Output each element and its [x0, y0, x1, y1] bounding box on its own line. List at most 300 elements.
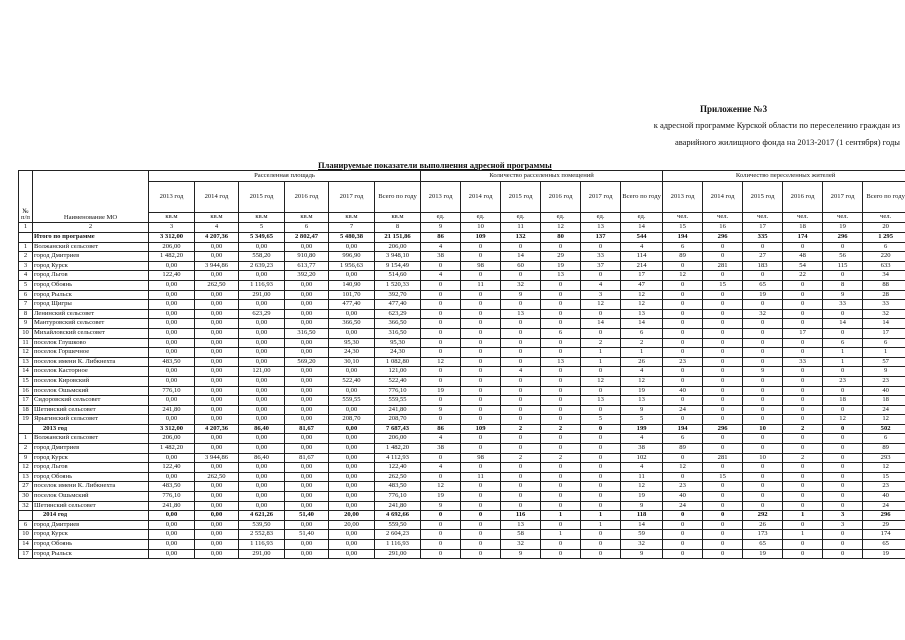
value-cell: 0 [541, 338, 581, 348]
municipality-name: город Курск [33, 530, 149, 540]
value-cell: 0,00 [239, 492, 285, 502]
value-cell: 559,55 [375, 396, 421, 406]
value-cell: 241,80 [149, 501, 195, 511]
value-cell: 335 [743, 233, 783, 243]
value-cell: 776,10 [375, 492, 421, 502]
value-cell: 0 [581, 444, 621, 454]
value-cell: 9 [743, 367, 783, 377]
value-cell: 0 [703, 271, 743, 281]
row-number: 19 [19, 415, 33, 425]
col-header-year: Всего по году [621, 182, 663, 213]
row-number: 17 [19, 396, 33, 406]
value-cell: 0,00 [195, 540, 239, 550]
value-cell: 19 [743, 549, 783, 559]
value-cell: 0 [743, 328, 783, 338]
value-cell: 24 [863, 501, 905, 511]
value-cell: 23 [863, 482, 905, 492]
value-cell: 0,00 [239, 434, 285, 444]
value-cell: 0 [461, 501, 501, 511]
value-cell: 0,00 [285, 290, 329, 300]
value-cell: 0,00 [149, 328, 195, 338]
value-cell: 1 295 [863, 233, 905, 243]
value-cell: 3 [581, 290, 621, 300]
value-cell: 0,00 [329, 482, 375, 492]
value-cell: 0 [823, 463, 863, 473]
value-cell: 0,00 [285, 348, 329, 358]
row-number: 13 [19, 357, 33, 367]
value-cell: 0 [703, 357, 743, 367]
col-header-unit: ед. [421, 213, 461, 223]
value-cell: 98 [461, 453, 501, 463]
value-cell: 1 [783, 530, 823, 540]
value-cell: 0 [421, 280, 461, 290]
value-cell: 0 [663, 261, 703, 271]
value-cell: 0 [783, 434, 823, 444]
value-cell: 0,00 [195, 492, 239, 502]
value-cell: 0,00 [239, 376, 285, 386]
value-cell: 0,00 [195, 242, 239, 252]
value-cell: 32 [743, 309, 783, 319]
value-cell: 0,00 [149, 415, 195, 425]
value-cell: 559,55 [329, 396, 375, 406]
value-cell: 0,00 [195, 463, 239, 473]
value-cell: 0,00 [195, 511, 239, 521]
value-cell: 7 687,43 [375, 424, 421, 434]
value-cell: 0 [541, 405, 581, 415]
value-cell: 0 [663, 280, 703, 290]
value-cell: 0,00 [285, 242, 329, 252]
value-cell: 0,00 [195, 271, 239, 281]
value-cell: 569,20 [285, 357, 329, 367]
value-cell: 0 [663, 309, 703, 319]
value-cell: 15 [703, 280, 743, 290]
table-row [19, 300, 905, 310]
municipality-name: город Рыльск [33, 290, 149, 300]
value-cell: 56 [823, 252, 863, 262]
value-cell: 114 [621, 252, 663, 262]
value-cell: 0 [663, 520, 703, 530]
table-row [19, 233, 905, 243]
municipality-name: Волжанский сельсовет [33, 434, 149, 444]
value-cell: 12 [621, 290, 663, 300]
value-cell: 0,00 [149, 309, 195, 319]
table-row [19, 482, 905, 492]
value-cell: 86 [421, 424, 461, 434]
value-cell: 12 [421, 357, 461, 367]
col-header-year: Всего по году [863, 182, 905, 213]
row-number: 16 [19, 386, 33, 396]
value-cell: 0 [663, 348, 703, 358]
municipality-name: поселок имени К. Либкнехта [33, 357, 149, 367]
value-cell: 0 [703, 482, 743, 492]
value-cell: 206,00 [149, 434, 195, 444]
value-cell: 11 [621, 472, 663, 482]
table-row [19, 472, 905, 482]
value-cell: 0 [581, 309, 621, 319]
table-row [19, 261, 905, 271]
value-cell: 0,00 [285, 434, 329, 444]
value-cell: 0,00 [329, 328, 375, 338]
value-cell: 122,40 [149, 271, 195, 281]
value-cell: 0 [541, 367, 581, 377]
value-cell: 0 [501, 482, 541, 492]
value-cell: 2 639,23 [239, 261, 285, 271]
value-cell: 0 [663, 549, 703, 559]
value-cell: 1 116,93 [375, 540, 421, 550]
municipality-name: поселок Кировский [33, 376, 149, 386]
value-cell: 776,10 [375, 386, 421, 396]
value-cell: 0 [663, 472, 703, 482]
value-cell: 0 [743, 271, 783, 281]
value-cell: 12 [823, 415, 863, 425]
value-cell: 0,00 [285, 309, 329, 319]
value-cell: 0 [703, 511, 743, 521]
col-header-year: 2015 год [239, 182, 285, 213]
value-cell: 0 [501, 357, 541, 367]
value-cell: 208,70 [329, 415, 375, 425]
value-cell: 26 [743, 520, 783, 530]
value-cell: 12 [621, 376, 663, 386]
value-cell: 0,00 [285, 501, 329, 511]
value-cell: 19 [621, 386, 663, 396]
value-cell: 40 [663, 386, 703, 396]
value-cell: 86 [421, 233, 461, 243]
value-cell: 4 [501, 367, 541, 377]
subtitle-line-1: к адресной программе Курской области по переселению граждан из [653, 120, 900, 130]
value-cell: 3 [823, 520, 863, 530]
value-cell: 559,50 [375, 520, 421, 530]
value-cell: 12 [421, 482, 461, 492]
value-cell: 9 [621, 549, 663, 559]
value-cell: 633 [863, 261, 905, 271]
col-index: 9 [421, 223, 461, 233]
value-cell: 0 [581, 367, 621, 377]
value-cell: 23 [663, 357, 703, 367]
value-cell: 0 [823, 453, 863, 463]
value-cell: 0 [703, 386, 743, 396]
row-number: 9 [19, 453, 33, 463]
value-cell: 1 [541, 530, 581, 540]
value-cell: 24 [663, 501, 703, 511]
table-row [19, 549, 905, 559]
value-cell: 0 [421, 309, 461, 319]
col-index: 15 [663, 223, 703, 233]
value-cell: 0 [703, 415, 743, 425]
col-index: 10 [461, 223, 501, 233]
col-group-area: Расселенная площадь [149, 171, 421, 182]
value-cell: 0 [501, 492, 541, 502]
table-row [19, 530, 905, 540]
value-cell: 132 [501, 233, 541, 243]
value-cell: 14 [823, 319, 863, 329]
value-cell: 0,00 [195, 290, 239, 300]
value-cell: 95,30 [329, 338, 375, 348]
value-cell: 0 [743, 463, 783, 473]
value-cell: 15 [863, 472, 905, 482]
value-cell: 0 [461, 271, 501, 281]
value-cell: 33 [581, 252, 621, 262]
value-cell: 0 [823, 501, 863, 511]
value-cell: 14 [621, 319, 663, 329]
row-number: 10 [19, 530, 33, 540]
value-cell: 0 [581, 271, 621, 281]
value-cell: 776,10 [149, 492, 195, 502]
value-cell: 0 [823, 271, 863, 281]
table-row [19, 242, 905, 252]
value-cell: 0 [703, 520, 743, 530]
value-cell: 115 [823, 261, 863, 271]
row-number: 14 [19, 540, 33, 550]
value-cell: 0 [703, 252, 743, 262]
value-cell: 0 [541, 520, 581, 530]
table-row [19, 463, 905, 473]
value-cell: 392,70 [375, 290, 421, 300]
value-cell: 0,00 [239, 501, 285, 511]
value-cell: 296 [703, 424, 743, 434]
value-cell: 1 [581, 511, 621, 521]
value-cell: 0,00 [239, 415, 285, 425]
value-cell: 0 [461, 396, 501, 406]
value-cell: 23 [823, 376, 863, 386]
value-cell: 12 [581, 300, 621, 310]
value-cell: 0 [461, 242, 501, 252]
value-cell: 0 [461, 300, 501, 310]
value-cell: 6 [863, 434, 905, 444]
value-cell: 0 [541, 290, 581, 300]
value-cell: 0 [501, 415, 541, 425]
value-cell: 1 [581, 357, 621, 367]
value-cell: 13 [541, 357, 581, 367]
value-cell: 0 [581, 386, 621, 396]
value-cell: 0 [501, 463, 541, 473]
value-cell: 206,00 [375, 242, 421, 252]
value-cell: 0 [421, 415, 461, 425]
value-cell: 137 [581, 233, 621, 243]
value-cell: 0,00 [149, 319, 195, 329]
value-cell: 12 [621, 482, 663, 492]
value-cell: 296 [823, 233, 863, 243]
value-cell: 0,00 [195, 444, 239, 454]
value-cell: 0 [663, 328, 703, 338]
value-cell: 0,00 [195, 348, 239, 358]
table-row [19, 252, 905, 262]
value-cell: 3 [823, 511, 863, 521]
value-cell: 0 [743, 376, 783, 386]
value-cell: 281 [703, 453, 743, 463]
value-cell: 116 [501, 511, 541, 521]
col-header-unit: ед. [541, 213, 581, 223]
table-row [19, 492, 905, 502]
value-cell: 0 [501, 328, 541, 338]
value-cell: 0,00 [329, 367, 375, 377]
value-cell: 0 [501, 501, 541, 511]
value-cell: 366,50 [375, 319, 421, 329]
value-cell: 477,40 [375, 300, 421, 310]
value-cell: 0 [743, 405, 783, 415]
col-header-year: 2016 год [541, 182, 581, 213]
col-index: 8 [375, 223, 421, 233]
value-cell: 20,00 [329, 511, 375, 521]
value-cell: 0,00 [195, 328, 239, 338]
value-cell: 214 [621, 261, 663, 271]
municipality-name: город Дмитриев [33, 252, 149, 262]
value-cell: 0 [541, 434, 581, 444]
value-cell: 502 [863, 424, 905, 434]
value-cell: 477,40 [329, 300, 375, 310]
value-cell: 262,50 [195, 472, 239, 482]
value-cell: 9 [501, 290, 541, 300]
value-cell: 0,00 [149, 376, 195, 386]
value-cell: 0 [541, 242, 581, 252]
value-cell: 0 [663, 319, 703, 329]
value-cell: 101,70 [329, 290, 375, 300]
value-cell: 0 [823, 242, 863, 252]
value-cell: 1 082,80 [375, 357, 421, 367]
value-cell: 0,00 [285, 300, 329, 310]
value-cell: 0 [743, 415, 783, 425]
value-cell: 0,00 [195, 357, 239, 367]
value-cell: 0 [581, 530, 621, 540]
value-cell: 0,00 [149, 290, 195, 300]
col-header-year: 2013 год [421, 182, 461, 213]
value-cell: 40 [863, 492, 905, 502]
value-cell: 522,40 [329, 376, 375, 386]
value-cell: 0 [421, 511, 461, 521]
col-header-year: 2013 год [149, 182, 195, 213]
value-cell: 0 [421, 290, 461, 300]
value-cell: 9 [421, 501, 461, 511]
table-row [19, 348, 905, 358]
value-cell: 0 [743, 242, 783, 252]
value-cell: 38 [621, 444, 663, 454]
value-cell: 0,00 [195, 300, 239, 310]
value-cell: 0 [501, 300, 541, 310]
value-cell: 0 [541, 463, 581, 473]
value-cell: 109 [461, 424, 501, 434]
value-cell: 0,00 [239, 348, 285, 358]
value-cell: 0 [783, 520, 823, 530]
value-cell: 0 [461, 348, 501, 358]
value-cell: 0 [703, 501, 743, 511]
row-number: 5 [19, 280, 33, 290]
value-cell: 0 [783, 348, 823, 358]
row-number: 4 [19, 271, 33, 281]
value-cell: 32 [501, 280, 541, 290]
municipality-name: Волжанский сельсовет [33, 242, 149, 252]
value-cell: 65 [743, 280, 783, 290]
value-cell: 9 [421, 405, 461, 415]
value-cell: 0 [421, 540, 461, 550]
value-cell: 483,50 [149, 482, 195, 492]
municipality-name: Итого по программе [33, 233, 149, 243]
table-row [19, 540, 905, 550]
value-cell: 262,50 [195, 280, 239, 290]
value-cell: 86,40 [239, 453, 285, 463]
value-cell: 21 151,86 [375, 233, 421, 243]
col-header-unit: чел. [663, 213, 703, 223]
value-cell: 0,00 [329, 444, 375, 454]
value-cell: 1 [581, 348, 621, 358]
col-index: 11 [501, 223, 541, 233]
value-cell: 0,00 [329, 405, 375, 415]
value-cell: 0 [783, 472, 823, 482]
value-cell: 0,00 [149, 280, 195, 290]
col-header-unit: чел. [823, 213, 863, 223]
value-cell: 0,00 [239, 396, 285, 406]
value-cell: 17 [863, 328, 905, 338]
value-cell: 174 [863, 530, 905, 540]
value-cell: 0,00 [239, 328, 285, 338]
value-cell: 12 [663, 463, 703, 473]
municipality-name: Ярыгинский сельсовет [33, 415, 149, 425]
row-number: 12 [19, 348, 33, 358]
value-cell: 0 [461, 492, 501, 502]
col-index: 12 [541, 223, 581, 233]
value-cell: 0 [823, 434, 863, 444]
value-cell: 0 [421, 472, 461, 482]
value-cell: 4 [421, 434, 461, 444]
value-cell: 0,00 [149, 396, 195, 406]
value-cell: 0 [823, 482, 863, 492]
value-cell: 0,00 [195, 309, 239, 319]
value-cell: 262,50 [375, 472, 421, 482]
col-header-unit: чел. [783, 213, 823, 223]
value-cell: 4 [421, 271, 461, 281]
value-cell: 37 [581, 261, 621, 271]
col-header-unit: ед. [581, 213, 621, 223]
col-header-unit: чел. [863, 213, 905, 223]
value-cell: 281 [703, 261, 743, 271]
value-cell: 392,20 [285, 271, 329, 281]
value-cell: 316,50 [285, 328, 329, 338]
value-cell: 3 944,86 [195, 453, 239, 463]
col-index: 2 [33, 223, 149, 233]
value-cell: 0,00 [239, 271, 285, 281]
value-cell: 1 116,93 [239, 540, 285, 550]
value-cell: 0,00 [149, 549, 195, 559]
row-number: 12 [19, 463, 33, 473]
value-cell: 2 604,23 [375, 530, 421, 540]
value-cell: 19 [621, 492, 663, 502]
value-cell: 0 [581, 482, 621, 492]
municipality-name: Шетинский сельсовет [33, 405, 149, 415]
value-cell: 0 [743, 396, 783, 406]
value-cell: 0 [783, 309, 823, 319]
value-cell: 0 [743, 319, 783, 329]
table-row [19, 444, 905, 454]
value-cell: 0 [461, 434, 501, 444]
municipality-name: город Дмитриев [33, 520, 149, 530]
value-cell: 0,00 [285, 386, 329, 396]
value-cell: 4 [581, 280, 621, 290]
value-cell: 40 [863, 386, 905, 396]
row-number: 7 [19, 300, 33, 310]
value-cell: 296 [703, 233, 743, 243]
value-cell: 0 [461, 328, 501, 338]
value-cell: 183 [743, 261, 783, 271]
value-cell: 0 [783, 242, 823, 252]
value-cell: 291,00 [239, 549, 285, 559]
value-cell: 4 [621, 434, 663, 444]
value-cell: 33 [783, 357, 823, 367]
value-cell: 0,00 [285, 338, 329, 348]
subtitle-line-2: аварийного жилищного фонда на 2013-2017 (1 сентября) годы [674, 137, 900, 147]
municipality-name: город Рыльск [33, 549, 149, 559]
value-cell: 0 [783, 463, 823, 473]
value-cell: 121,00 [239, 367, 285, 377]
value-cell: 0 [461, 376, 501, 386]
table-row [19, 405, 905, 415]
